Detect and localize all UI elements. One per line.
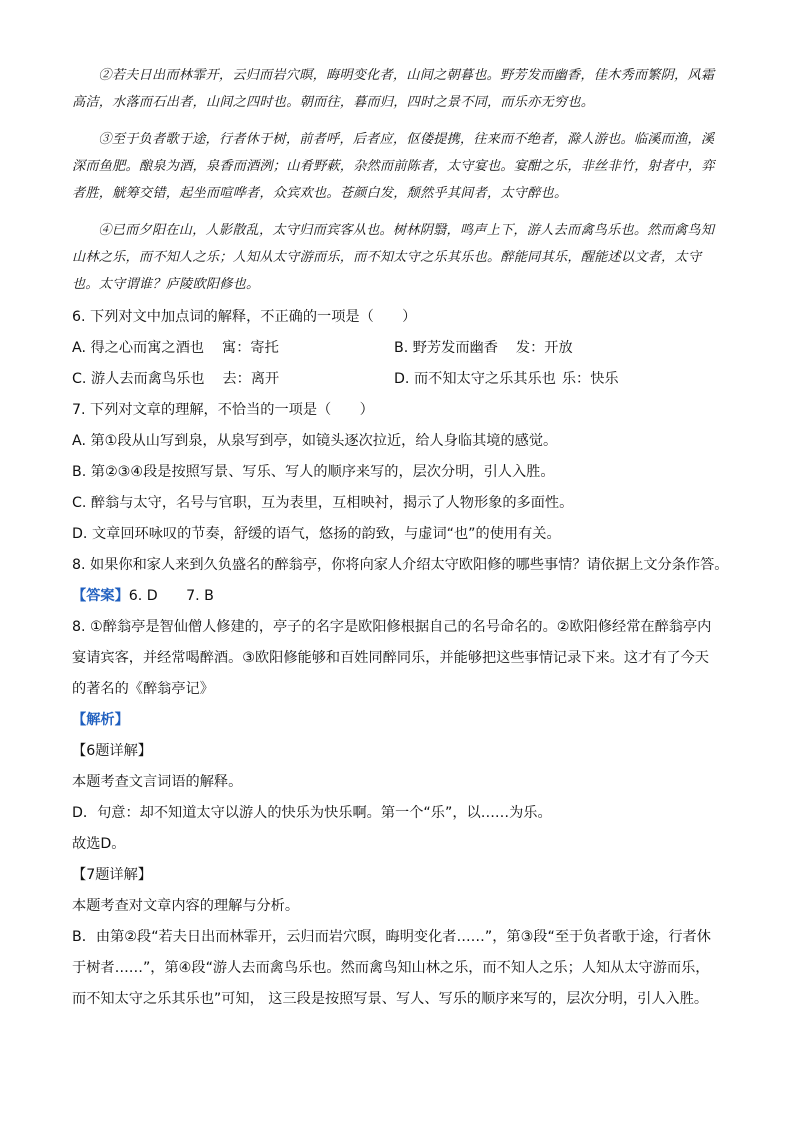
analysis-tag: 【解析】: [72, 712, 129, 728]
q7-detail-line: B．由第②段“若夫日出而林霏开，云归而岩穴暝，晦明变化者……”，第③段“至于负者歌于途，行者休于树者……”，第④段“游人去而禽鸟乐也。然而禽鸟知山林之乐，而不知人之乐；人知从太守游而乐，而不知太守之乐其乐也”可知， 这三段是按照写景、写人、写乐的顺序来写的，层次分明，引人入胜。: [72, 929, 711, 1007]
answer-tag: 【答案】: [72, 588, 129, 604]
passage-paragraph-3: ③至于负者歌于途，行者休于树，前者呼，后者应，伛偻提携，往来而不绝者，滁人游也。临溪而渔，溪深而鱼肥。酿泉为酒，泉香而酒洌；山肴野蔌，杂然而前陈者，太守宴也。宴酣之乐，非丝非竹，射者中，弈者胜，觥筹交错，起坐而喧哗者，众宾欢也。苍颜白发，颓然乎其间者，太守醉也。: [72, 132, 715, 201]
q6-detail-line: 本题考查文言词语的解释。: [72, 774, 243, 790]
answer-line: [72, 581, 718, 612]
passage-paragraph-2: ②若夫日出而林霏开，云归而岩穴暝，晦明变化者，山间之朝暮也。野芳发而幽香，佳木秀而繁阴，风霜高洁，水落而石出者，山间之四时也。朝而往，暮而归，四时之景不同，而乐亦无穷也。: [72, 68, 715, 110]
q6-detail-line: D．句意：却不知道太守以游人的快乐为快乐啊。第一个“乐”，以……为乐。: [72, 805, 552, 821]
questions-section: [72, 302, 729, 1015]
question-7-option-a: A. 第①段从山写到泉，从泉写到亭，如镜头逐次拉近，给人身临其境的感觉。: [72, 433, 558, 449]
answer-q8: 8. ①醉翁亭是智仙僧人修建的，亭子的名字是欧阳修根据自己的名号命名的。②欧阳修经常在醉翁亭内宴请宾客，并经常喝醉酒。③欧阳修能够和百姓同醉同乐，并能够把这些事情记录下来。这才有了今天的著名的《醉翁亭记》: [72, 619, 712, 697]
question-6-option-c: C. 游人去而禽鸟乐也 去：离开: [72, 371, 280, 387]
question-7-option-b: B. 第②③④段是按照写景、写乐、写人的顺序来写的，层次分明，引人入胜。: [72, 464, 555, 480]
q6-detail-heading: 【6题详解】: [72, 743, 152, 759]
passage-paragraph-4: ④已而夕阳在山，人影散乱，太守归而宾客从也。树林阴翳，鸣声上下，游人去而禽鸟乐也。然而禽鸟知山林之乐，而不知人之乐；人知从太守游而乐，而不知太守之乐其乐也。醉能同其乐，醒能述以文者，太守也。太守谓谁？庐陵欧阳修也。: [72, 223, 715, 292]
question-6-options: [72, 333, 718, 395]
q7-detail-line: 本题考查对文章内容的理解与分析。: [72, 898, 300, 914]
classical-passage: [72, 62, 718, 298]
question-6-option-d: D. 而不知太守之乐其乐也 乐：快乐: [394, 371, 619, 387]
question-6-option-a: A. 得之心而寓之酒也 寓：寄托: [72, 340, 279, 356]
question-6-option-b: B. 野芳发而幽香 发：开放: [394, 340, 573, 356]
question-6-stem: 6. 下列对文中加点词的解释，不正确的一项是（ ）: [72, 309, 417, 325]
q7-detail-heading: 【7题详解】: [72, 867, 152, 883]
question-7-stem: 7. 下列对文章的理解，不恰当的一项是（ ）: [72, 402, 374, 418]
answer-text: 6. D 7. B: [128, 588, 214, 604]
question-8-stem: 8. 如果你和家人来到久负盛名的醉翁亭，你将向家人介绍太守欧阳修的哪些事情？请依据上文分条作答。: [72, 557, 729, 573]
question-7-option-c: C. 醉翁与太守，名号与官职，互为表里，互相映衬，揭示了人物形象的多面性。: [72, 495, 574, 511]
q6-detail-line: 故选D。: [72, 836, 126, 852]
question-7-option-d: D. 文章回环咏叹的节奏，舒缓的语气，悠扬的韵致，与虚词“也”的使用有关。: [72, 526, 561, 542]
